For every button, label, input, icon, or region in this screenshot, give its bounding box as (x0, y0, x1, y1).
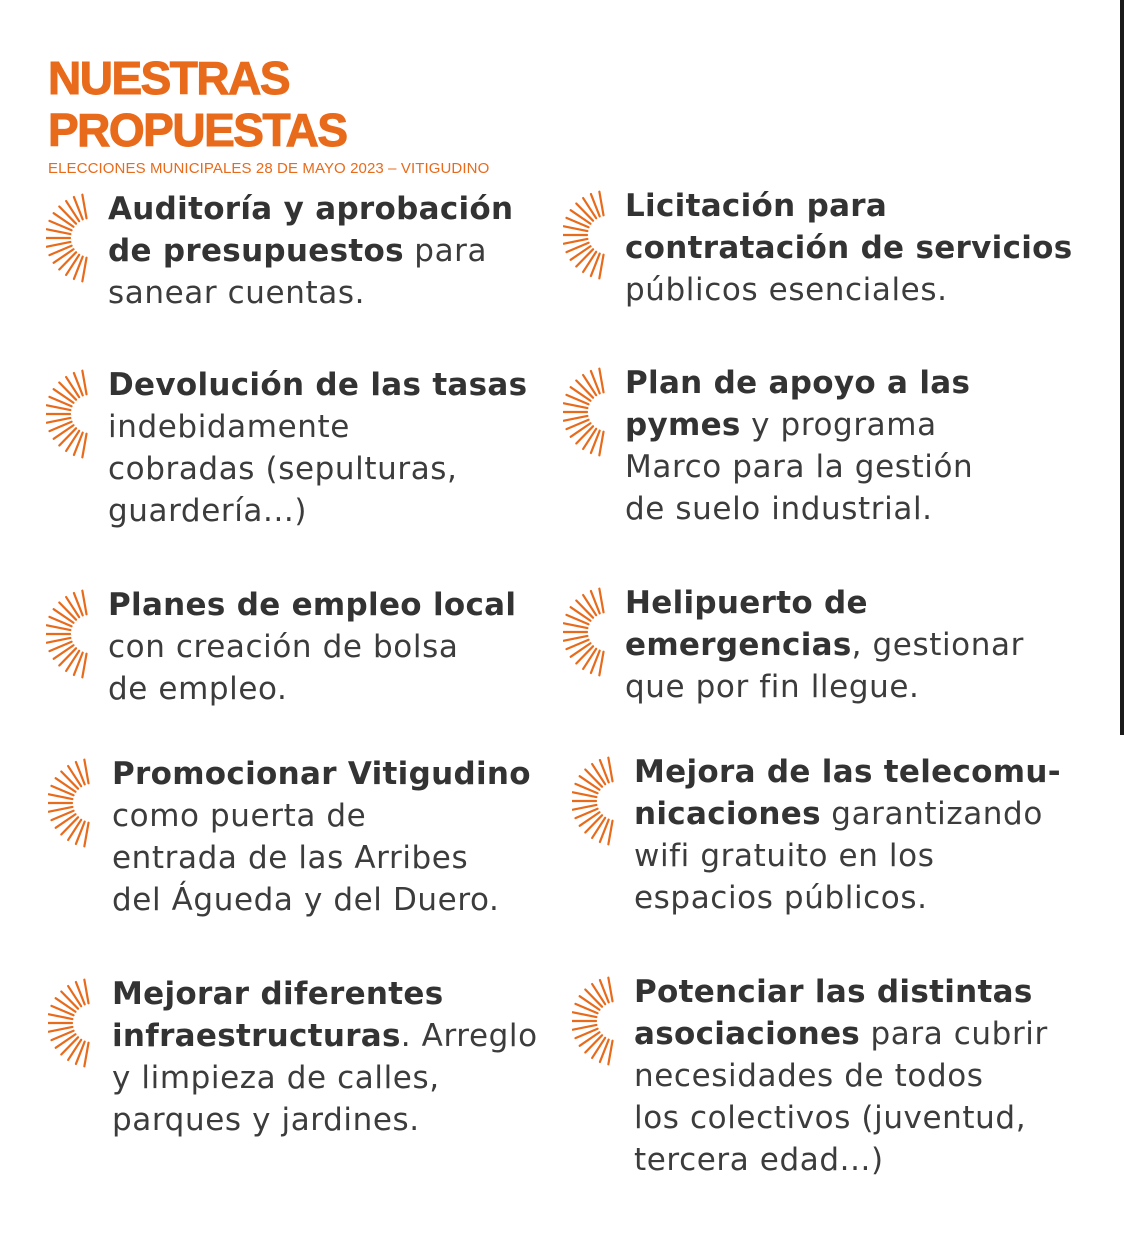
sunburst-ray (47, 405, 71, 410)
proposal-line (108, 668, 516, 710)
sunburst-ray (84, 823, 88, 847)
sunburst-ray (599, 432, 603, 456)
proposal-detail: como puerta de (112, 798, 367, 834)
proposal-line (625, 227, 1073, 269)
sunburst-ray (608, 758, 612, 782)
proposal-line (625, 362, 973, 404)
sunburst-ray (61, 772, 78, 789)
sunburst-ray (599, 589, 603, 613)
sunburst-ray (564, 239, 588, 244)
half-sunburst-icon (46, 588, 94, 680)
proposal-detail: Marco para la gestión (625, 449, 974, 485)
proposal-line (112, 753, 531, 795)
proposal-detail: necesidades de todos (634, 1058, 984, 1094)
sunburst-ray (564, 403, 588, 408)
sunburst-ray (576, 249, 593, 266)
proposal-line (625, 404, 973, 446)
proposal-text (625, 582, 1024, 708)
proposal-line (634, 1013, 1048, 1055)
sunburst-ray (585, 990, 602, 1007)
sunburst-ray (564, 226, 588, 231)
proposal-highlight: nicaciones (634, 796, 821, 832)
sunburst-ray (59, 428, 76, 445)
proposal-highlight: Auditoría y aprobación (108, 191, 514, 227)
sunburst-ray (59, 383, 76, 400)
header (48, 52, 489, 177)
proposal-line (112, 1057, 538, 1099)
proposal-detail: espacios públicos. (634, 880, 928, 916)
sunburst-ray (82, 591, 86, 615)
proposal-detail: públicos esenciales. (625, 272, 948, 308)
proposal-text (108, 584, 516, 710)
sunburst-ray (599, 369, 603, 393)
proposal-line (108, 406, 527, 448)
proposal-line (108, 626, 516, 668)
proposal-line (634, 835, 1061, 877)
sunburst-ray (59, 252, 76, 269)
sunburst-ray (47, 242, 71, 247)
sunburst-ray (61, 817, 78, 834)
sunburst-ray (573, 1025, 597, 1030)
proposal-highlight: pymes (625, 407, 741, 443)
sunburst-ray (84, 980, 88, 1004)
sunburst-ray (82, 258, 86, 282)
proposal-line (634, 1097, 1048, 1139)
sunburst-ray (47, 418, 71, 423)
proposal-line (108, 364, 527, 406)
half-sunburst-icon (48, 977, 96, 1069)
proposal-text (108, 188, 513, 314)
sunburst-ray (49, 1027, 73, 1032)
proposal-line (108, 584, 516, 626)
proposal-detail: . Arreglo (400, 1018, 538, 1054)
sunburst-ray (82, 195, 86, 219)
proposal-line (625, 185, 1073, 227)
sunburst-ray (608, 1041, 612, 1065)
proposal-detail: y limpieza de calles, (112, 1060, 440, 1096)
proposal-highlight: Plan de apoyo a las (625, 365, 971, 401)
half-sunburst-icon (572, 755, 620, 847)
proposal-line (625, 488, 973, 530)
proposal-detail: indebidamente (108, 409, 350, 445)
sunburst-ray (576, 646, 593, 663)
proposal-line (108, 490, 527, 532)
proposal-detail: wifi gratuito en los (634, 838, 935, 874)
proposal-highlight: Helipuerto de (625, 585, 868, 621)
right-edge-bar (1120, 0, 1124, 735)
sunburst-ray (59, 603, 76, 620)
sunburst-ray (49, 794, 73, 799)
proposal-detail: , gestionar (851, 627, 1024, 663)
sunburst-ray (599, 255, 603, 279)
proposal-highlight: infraestructuras (112, 1018, 401, 1054)
proposal-detail: de empleo. (108, 671, 288, 707)
sunburst-ray (573, 1012, 597, 1017)
proposal-detail: que por fin llegue. (625, 669, 920, 705)
proposal-highlight: de presupuestos (108, 233, 404, 269)
sunburst-ray (585, 1035, 602, 1052)
half-sunburst-icon (48, 757, 96, 849)
proposal-line (625, 666, 1024, 708)
sunburst-ray (585, 770, 602, 787)
proposal-line (108, 448, 527, 490)
proposal-text (112, 753, 531, 921)
sunburst-ray (59, 207, 76, 224)
proposal-line (108, 272, 513, 314)
proposal-line (625, 624, 1024, 666)
proposal-highlight: Potenciar las distintas (634, 974, 1033, 1010)
half-sunburst-icon (563, 366, 611, 458)
sunburst-ray (84, 760, 88, 784)
proposal-detail: del Águeda y del Duero. (112, 882, 500, 918)
proposal-detail: cobradas (sepulturas, (108, 451, 458, 487)
proposal-detail: y programa (740, 407, 937, 443)
proposal-detail: con creación de bolsa (108, 629, 459, 665)
proposal-highlight: Promocionar Vitigudino (112, 756, 531, 792)
half-sunburst-icon (572, 975, 620, 1067)
sunburst-ray (49, 1014, 73, 1019)
proposal-highlight: Licitación para (625, 188, 888, 224)
proposal-line (625, 446, 973, 488)
sunburst-ray (47, 229, 71, 234)
proposal-detail: los colectivos (juventud, (634, 1100, 1027, 1136)
sunburst-ray (61, 1037, 78, 1054)
proposal-detail: para (403, 233, 488, 269)
sunburst-ray (47, 638, 71, 643)
proposal-line (634, 877, 1061, 919)
proposal-line (625, 582, 1024, 624)
proposal-line (112, 837, 531, 879)
proposal-detail: guardería...) (108, 493, 308, 529)
proposal-detail: entrada de las Arribes (112, 840, 469, 876)
proposal-detail: para cubrir (860, 1016, 1048, 1052)
sunburst-ray (84, 1043, 88, 1067)
proposal-line (108, 188, 513, 230)
sunburst-ray (608, 821, 612, 845)
proposal-line (634, 751, 1061, 793)
sunburst-ray (47, 625, 71, 630)
sunburst-ray (576, 426, 593, 443)
proposal-detail: sanear cuentas. (108, 275, 366, 311)
proposal-line (634, 1139, 1048, 1181)
sunburst-ray (573, 805, 597, 810)
sunburst-ray (608, 978, 612, 1002)
proposal-line (108, 230, 513, 272)
sunburst-ray (61, 992, 78, 1009)
proposal-detail: garantizando (820, 796, 1043, 832)
page-subtitle: ELECCIONES MUNICIPALES 28 DE MAYO 2023 – VITIGUDINO (48, 160, 490, 177)
proposal-line (634, 971, 1048, 1013)
proposal-highlight: Planes de empleo local (108, 587, 517, 623)
proposal-detail: de suelo industrial. (625, 491, 933, 527)
proposal-text (625, 185, 1073, 311)
half-sunburst-icon (46, 192, 94, 284)
proposal-text (634, 971, 1048, 1181)
sunburst-ray (564, 416, 588, 421)
sunburst-ray (576, 204, 593, 221)
sunburst-ray (599, 192, 603, 216)
proposal-highlight: Mejora de las telecomu- (634, 754, 1061, 790)
proposal-highlight: Devolución de las tasas (108, 367, 528, 403)
proposal-line (112, 795, 531, 837)
proposal-line (634, 1055, 1048, 1097)
sunburst-ray (564, 623, 588, 628)
sunburst-ray (573, 792, 597, 797)
proposal-detail: parques y jardines. (112, 1102, 420, 1138)
proposal-detail: tercera edad...) (634, 1142, 884, 1178)
sunburst-ray (585, 815, 602, 832)
proposal-line (112, 1015, 538, 1057)
proposal-line (112, 1099, 538, 1141)
sunburst-ray (82, 371, 86, 395)
proposal-text (112, 973, 538, 1141)
sunburst-ray (564, 636, 588, 641)
proposal-highlight: Mejorar diferentes (112, 976, 444, 1012)
sunburst-ray (599, 652, 603, 676)
page-title-line-2: PROPUESTAS (48, 104, 347, 156)
sunburst-ray (82, 434, 86, 458)
half-sunburst-icon (563, 586, 611, 678)
sunburst-ray (59, 648, 76, 665)
half-sunburst-icon (46, 368, 94, 460)
proposal-text (634, 751, 1061, 919)
page-title-line-1: NUESTRAS (48, 52, 290, 104)
sunburst-ray (82, 654, 86, 678)
proposal-highlight: contratación de servicios (625, 230, 1073, 266)
proposal-line (112, 879, 531, 921)
proposal-line (634, 793, 1061, 835)
proposal-text (625, 362, 973, 530)
proposal-highlight: emergencias (625, 627, 852, 663)
sunburst-ray (576, 381, 593, 398)
proposal-line (112, 973, 538, 1015)
sunburst-ray (49, 807, 73, 812)
proposal-text (108, 364, 527, 532)
sunburst-ray (576, 601, 593, 618)
proposal-highlight: asociaciones (634, 1016, 861, 1052)
half-sunburst-icon (563, 189, 611, 281)
proposal-line (625, 269, 1073, 311)
